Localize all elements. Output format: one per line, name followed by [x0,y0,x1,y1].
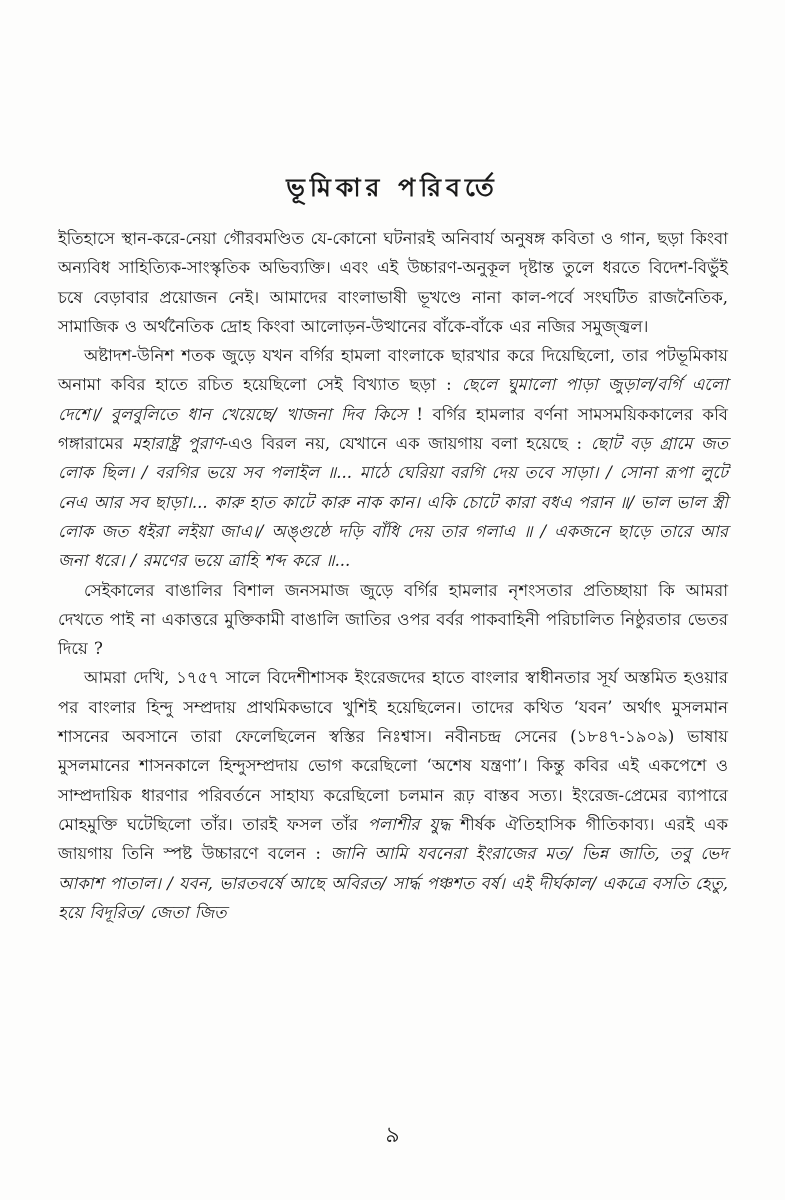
paragraph-4 [58,663,728,927]
paragraph-2-quote-book-title: মহারাষ্ট্র পুরাণ [131,434,223,454]
paragraph-2-text-b: ! বর্গির হামলার বর্ণনা সামসময়িককালের কবি গঙ্গারামের [58,404,728,454]
paragraph-4-text-b: শীর্ষক ঐতিহাসিক গীতিকাব্য। এরই এক জায়গায় তিনি স্পষ্ট উচ্চারণে বলেন : [58,814,728,864]
paragraph-3: সেইকালের বাঙালির বিশাল জনসমাজ জুড়ে বর্গির হামলার নৃশংসতার প্রতিচ্ছায়া কি আমরা দেখতে পাই না একাত্তরে মুক্তিকামী বাঙালি জাতির ওপর বর্বর পাকবাহিনী পরিচালিত নিষ্ঠুরতার ভেতর দিয়ে ? [58,580,728,659]
paragraph-2-text-c: -এও বিরল নয়, যেখানে এক জায়গায় বলা হয়েছে : [222,434,591,454]
paragraph-2-quote-verse: ছোট বড় গ্রামে জত লোক ছিল। / বরগির ভয়ে সব পলাইল ॥... মাঠে ঘেরিয়া বরগি দেয় তবে সাড়া। / সোনা রূপা লুটে নেএ আর সব ছাড়া।... কারু হাত কাটে কারু নাক কান। একি চোটে কারা বধএ পরান ॥/ ভাল ভাল স্ত্রী লোক জত ধইরা লইয়া জাএ।/ অঙ্গুষ্ঠে দড়ি বাঁধি দেয় তার গলাএ ॥ / একজনে ছাড়ে তারে আর জনা ধরে। / রমণের ভয়ে ত্রাহি শব্দ করে ॥... [58,434,729,571]
page-title: ভূমিকার পরিবর্তে [286,173,499,202]
paragraph-2-text-a: অষ্টাদশ-উনিশ শতক জুড়ে যখন বর্গির হামলা বাংলাকে ছারখার করে দিয়েছিলো, তার পটভূমিকায় অনামা কবির হাতে রচিত হয়েছিলো সেই বিখ্যাত ছড়া : [58,346,728,395]
paragraph-4-quote-book-title: পলাশীর যুদ্ধ [367,814,451,834]
paragraph-1: ইতিহাসে স্থান-করে-নেয়া গৌরবমণ্ডিত যে-কোনো ঘটনারই অনিবার্য অনুষঙ্গ কবিতা ও গান, ছড়া কিংবা অন্যবিধ সাহিত্যিক-সাংস্কৃতিক অভিব্যক্তি। এবং এই উচ্চারণ-অনুকূল দৃষ্টান্ত তুলে ধরতে বিদেশ-বিভুঁই চষে বেড়াবার প্রয়োজন নেই। আমাদের বাংলাভাষী ভূখণ্ডে নানা কাল-পর্বে সংঘটিত রাজনৈতিক, সামাজিক ও অর্থনৈতিক দ্রোহ কিংবা আলোড়ন-উত্থানের বাঁকে-বাঁকে এর নজির সমুজ্জ্বল। [58,229,728,336]
paragraph-4-text-a: আমরা দেখি, ১৭৫৭ সালে বিদেশীশাসক ইংরেজদের হাতে বাংলার স্বাধীনতার সূর্য অস্তমিত হওয়ার পর বাংলার হিন্দু সম্প্রদায় প্রাথমিকভাবে খুশিই হয়েছিলেন। তাদের কথিত ‘যবন’ অর্থাৎ মুসলমান শাসনের অবসানে তারা ফেলেছিলেন স্বস্তির নিঃশ্বাস। নবীনচন্দ্র সেনের (১৮৪৭-১৯০৯) ভাষায় মুসলমানের শাসনকালে হিন্দুসম্প্রদায় ভোগ করেছিলো ‘অশেষ যন্ত্রণা’। কিন্তু কবির এই একপেশে ও সাম্প্রদায়িক ধারণার পরিবর্তনে সাহায্য করেছিলো চলমান রূঢ় বাস্তব সত্য। ইংরেজ-প্রেমের ব্যাপারে মোহমুক্তি ঘটেছিলো তাঁর। তারই ফসল তাঁর [58,668,728,834]
paragraph-2 [58,341,728,575]
paragraph-4-quote-verse: জানি আমি যবনেরা ইংরাজের মত/ ভিন্ন জাতি, তবু ভেদ আকাশ পাতাল। / যবন, ভারতবর্ষে আছে অবিরত/ সার্দ্ধ পঞ্চশত বর্ষ। এই দীর্ঘকাল/ একত্রে বসতি হেতু, হয়ে বিদূরিত/ জেতা জিত [58,844,728,922]
paragraph-2-quote-chhara: ছেলে ঘুমালো পাড়া জুড়াল/বর্গি এলো দেশে।/ বুলবুলিতে ধান খেয়েছে/ খাজনা দিব কিসে [58,375,729,424]
page-number: ৯ [385,1123,400,1148]
body-text [58,224,728,927]
